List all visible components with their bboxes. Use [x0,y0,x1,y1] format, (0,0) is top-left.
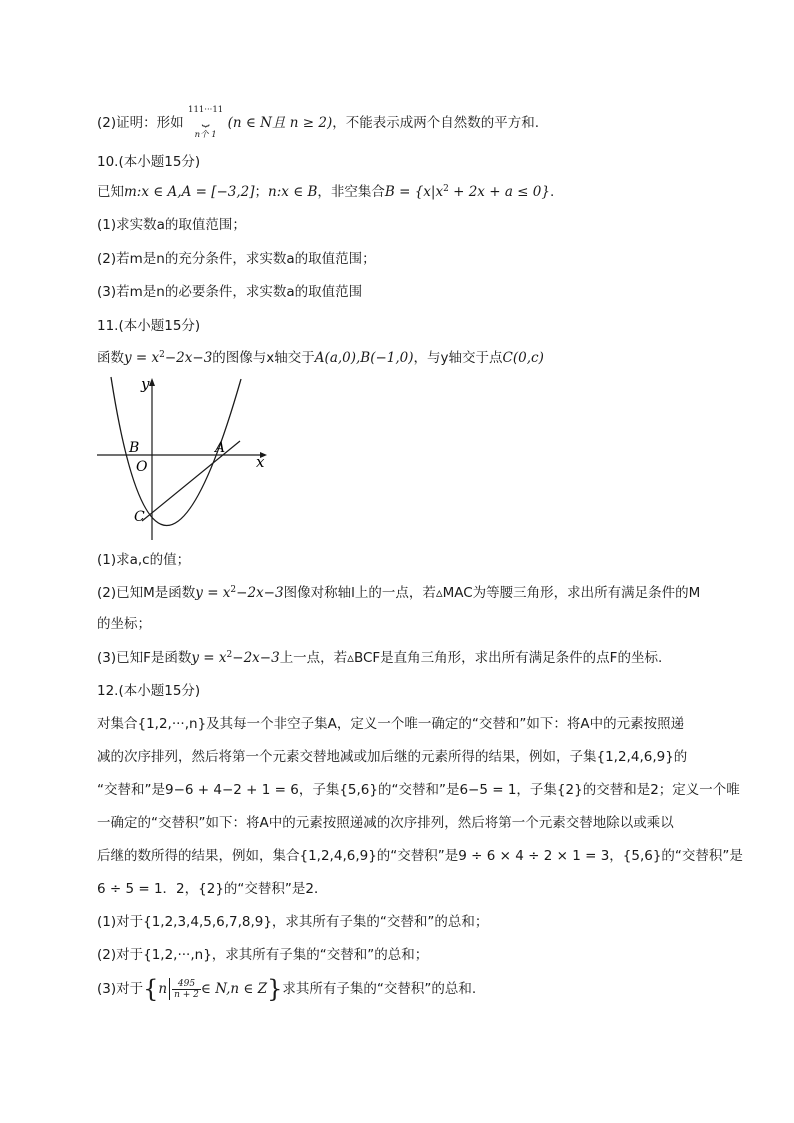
q11-part2 [97,584,700,602]
q12-line-2: 减的次序排列，然后将第一个元素交替地减或加后继的元素所得的结果，例如，子集{1,2,4,6,9}的 [97,749,688,765]
q11-header: 11.(本小题15分) [97,318,201,334]
fraction [172,979,201,1000]
q11-part3 [97,649,662,667]
q10-part1: (1)求实数a的取值范围； [97,217,246,233]
line-ac [142,441,240,521]
q12-part2: (2)对于{1,2,···,n}，求其所有子集的“交替和”的总和； [97,947,429,963]
q11-part2-func-rest: −2x−3 [236,585,284,601]
q9-part2-suffix: ，不能表示成两个自然数的平方和. [332,115,540,131]
q10-set-b-rest: + 2x + a ≤ 0} [448,184,550,200]
parabola-graph [95,375,275,545]
q11-points-ab: A(a,0),B(−1,0) [314,350,414,366]
q10-stem-text2: ，非空集合 [317,184,385,200]
q11-part3-exponent: 2 [226,650,233,660]
repunit-top: 111···11 [188,105,224,115]
set-variable: n [158,981,168,997]
q11-part2-text: (2)已知M是函数 [97,585,196,601]
q10-exponent: 2 [443,184,449,194]
q9-part2-prefix: (2)证明：形如 [97,115,184,131]
q11-part2-exponent: 2 [230,585,237,595]
q12-line-3: “交替和”是9−6 + 4−2 + 1 = 6，子集{5,6}的“交替和”是6−5 = 1，子集{2}的交替和是2；定义一个唯 [97,782,740,798]
q12-header: 12.(本小题15分) [97,683,201,699]
q10-condition-n: n:x ∈ B [268,184,318,200]
label-a: A [215,440,226,456]
q10-set-b: B = {x|x [384,184,444,200]
q11-part3-func-rest: −2x−3 [232,650,280,666]
q12-line-6: 6 ÷ 5 = 1．2，{2}的“交替积”是2． [97,881,328,897]
q12-part3-text: (3)对于 [97,981,144,997]
q10-part2: (2)若m是n的充分条件，求实数a的取值范围； [97,251,376,267]
label-o: O [136,459,148,475]
q11-stem-text: 函数 [97,350,124,366]
q11-part1: (1)求a,c的值； [97,552,191,568]
q11-stem-text2: 的图像与x轴交于 [212,350,315,366]
q11-stem-text3: ，与y轴交于点 [413,350,503,366]
set-close-brace: } [267,975,283,1003]
q10-stem-sep: ； [254,184,269,200]
q11-point-c: C(0,c) [502,350,544,366]
fraction-numerator: 495 [172,979,201,990]
q10-period: . [549,184,555,200]
label-c: C [134,509,145,525]
set-open-brace: { [143,975,159,1003]
q11-func-rest: −2x−3 [164,350,213,366]
q11-exponent: 2 [159,350,165,360]
label-b: B [129,440,140,456]
q12-line-4: 一确定的“交替积”如下：将A中的元素按照递减的次序排列，然后将第一个元素交替地除以或乘以 [97,815,674,831]
label-y: y [141,375,150,393]
q9-part2-condition: (n ∈ N且 n ≥ 2) [227,115,333,131]
q11-part3-func: y = x [191,650,227,666]
y-axis-arrow [149,378,155,386]
repunit-notation [184,105,228,140]
q9-part2 [97,105,540,140]
q12-part3 [97,975,477,1003]
q10-stem-text: 已知 [97,184,124,200]
q12-line-1: 对集合{1,2,···,n}及其每一个非空子集A，定义一个唯一确定的“交替和”如下：将A中的元素按照递 [97,716,685,732]
underbrace: ⏟ [201,113,210,128]
q10-stem [97,183,554,201]
q11-func: y = x [124,350,160,366]
q11-part2-text2: 图像对称轴l上的一点，若▵MAC为等腰三角形，求出所有满足条件的M [283,585,701,601]
q10-condition-m: m:x ∈ A,A = [−3,2] [124,184,255,200]
q12-part3-text2: 求其所有子集的“交替积”的总和. [282,981,477,997]
fraction-denominator: n + 2 [174,989,199,1000]
q11-stem [97,349,544,367]
q12-part1: (1)对于{1,2,3,4,5,6,7,8,9}，求其所有子集的“交替和”的总和； [97,914,489,930]
label-x: x [256,453,265,471]
q11-part2-func: y = x [195,585,231,601]
repunit-bottom: n个 1 [194,130,217,140]
q10-header: 10.(本小题15分) [97,154,201,170]
q12-line-5: 后继的数所得的结果，例如，集合{1,2,4,6,9}的“交替积”是9 ÷ 6 × 4 ÷ 2 × 1 = 3，{5,6}的“交替积”是 [97,848,743,864]
q10-part3: (3)若m是n的必要条件，求实数a的取值范围 [97,284,363,300]
set-divider [169,978,170,1000]
set-condition: ∈ N,n ∈ Z [200,981,268,997]
q11-part3-text2: 上一点，若▵BCF是直角三角形，求出所有满足条件的点F的坐标. [279,650,663,666]
q11-part3-text: (3)已知F是函数 [97,650,192,666]
q11-part2-cont: 的坐标； [97,616,151,632]
